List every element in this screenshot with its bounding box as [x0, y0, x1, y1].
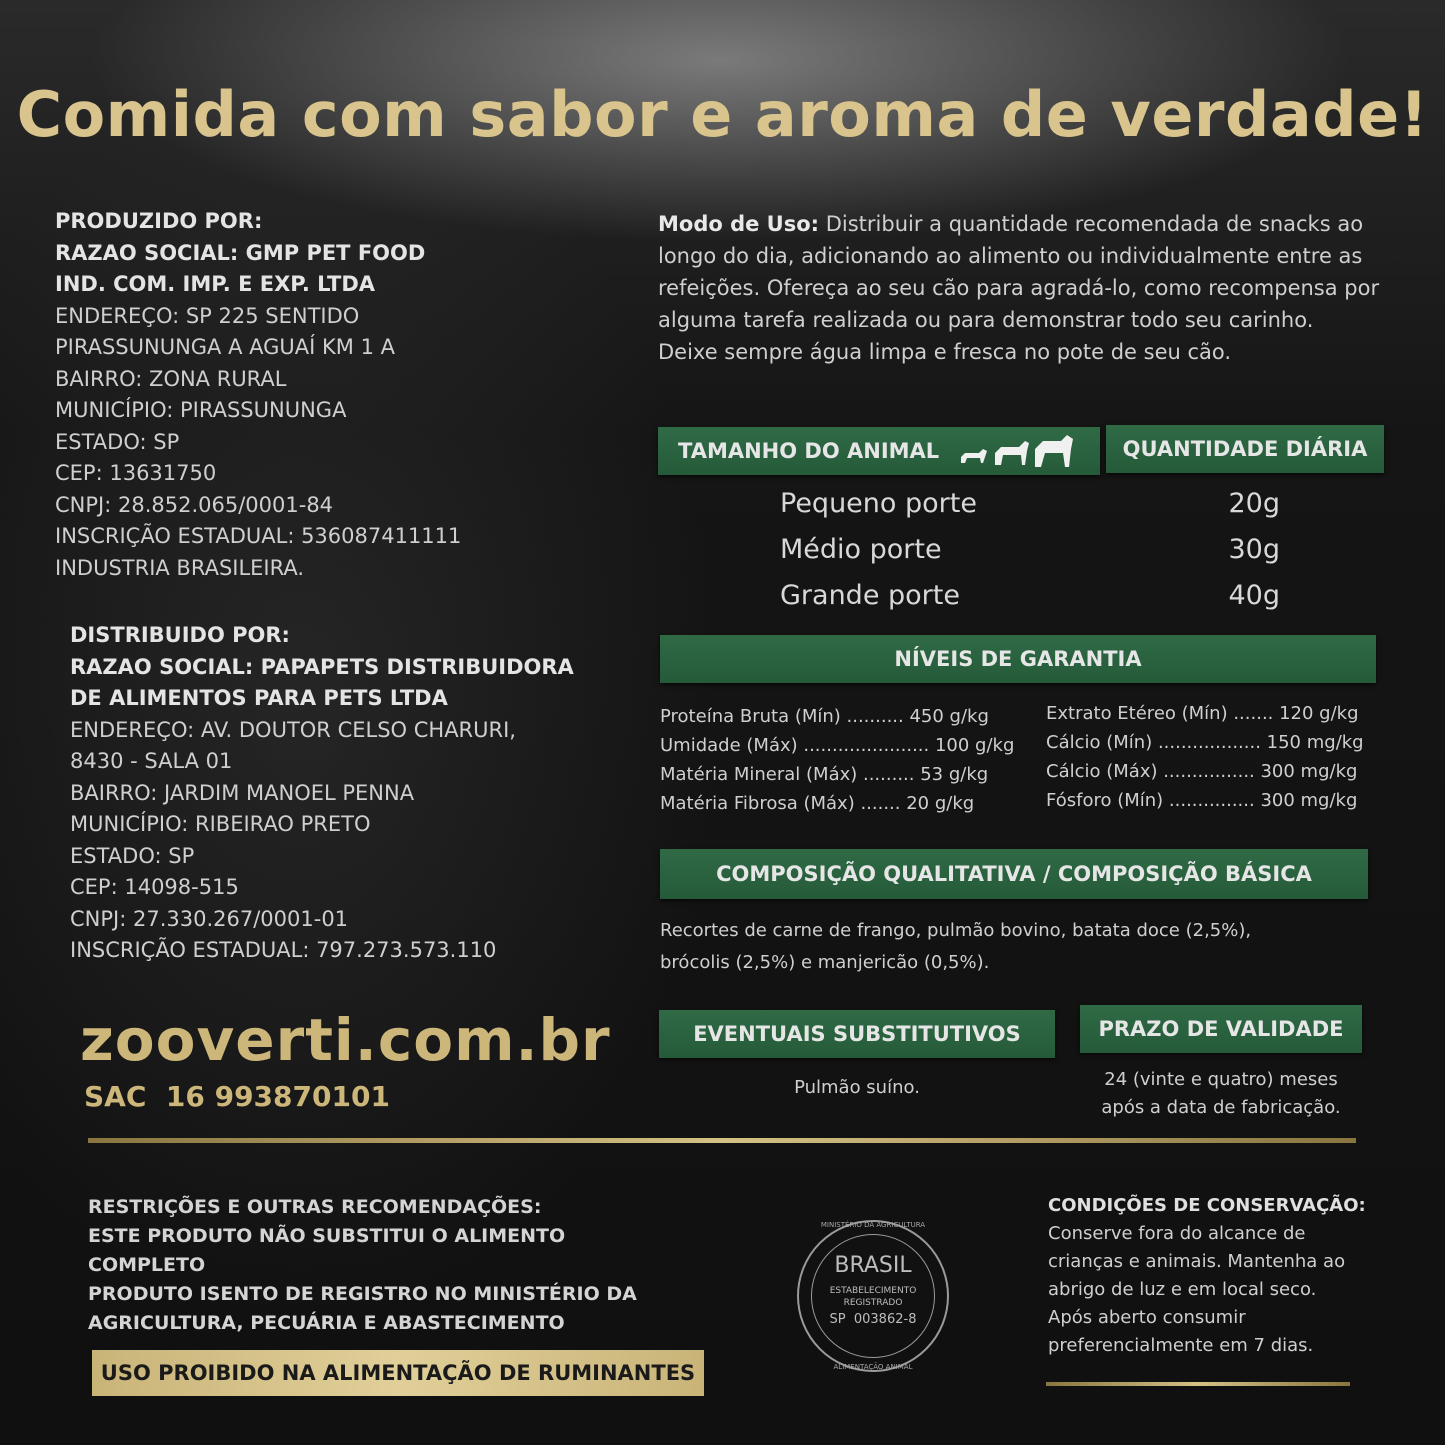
usage-label: Modo de Uso:: [658, 212, 820, 236]
restrictions-line: PRODUTO ISENTO DE REGISTRO NO MINISTÉRIO DA: [88, 1283, 637, 1305]
ruminant-warning: USO PROIBIDO NA ALIMENTAÇÃO DE RUMINANTES: [92, 1350, 704, 1396]
registration-seal: [797, 1220, 949, 1372]
producer-line: INSCRIÇÃO ESTADUAL: 536087411111: [55, 524, 462, 548]
usage-body-2: Deixe sempre água limpa e fresca no pote de seu cão.: [658, 340, 1232, 364]
producer-line: INDUSTRIA BRASILEIRA.: [55, 555, 305, 580]
producer-line: ENDEREÇO: SP 225 SENTIDO: [55, 303, 360, 328]
composition-line: Recortes de carne de frango, pulmão bovino, batata doce (2,5%),: [660, 920, 1252, 941]
size-qty: 20g: [1228, 488, 1280, 519]
guarantee-right-item: Cálcio (Máx) ................ 300 mg/kg: [1046, 761, 1358, 782]
distributor-block: [70, 620, 590, 967]
website[interactable]: zooverti.com.br: [80, 1006, 611, 1074]
distributor-line: DE ALIMENTOS PARA PETS LTDA: [70, 686, 448, 710]
size-label: Pequeno porte: [780, 488, 977, 519]
seal-line: REGISTRADO: [843, 1298, 903, 1308]
conservation-block: [1048, 1192, 1418, 1360]
size-label: Grande porte: [780, 580, 960, 611]
guarantee-left-item: Proteína Bruta (Mín) .......... 450 g/kg: [660, 706, 989, 727]
size-header-label: TAMANHO DO ANIMAL: [678, 439, 940, 463]
guarantee-right-item: Extrato Etéreo (Mín) ....... 120 g/kg: [1046, 703, 1359, 724]
conservation-line: Conserve fora do alcance de: [1048, 1223, 1306, 1244]
seal-code: SP 003862-8: [829, 1312, 917, 1327]
guarantee-right-item: Fósforo (Mín) ............... 300 mg/kg: [1046, 790, 1358, 811]
dog-sizes-icon: [957, 433, 1075, 469]
restrictions-line: AGRICULTURA, PECUÁRIA E ABASTECIMENTO: [88, 1312, 565, 1334]
substitutes-text: Pulmão suíno.: [794, 1077, 920, 1098]
size-row: [780, 488, 1280, 519]
distributor-line: ESTADO: SP: [70, 843, 195, 868]
producer-line: CNPJ: 28.852.065/0001-84: [55, 492, 334, 517]
seal-line: ESTABELECIMENTO: [829, 1286, 917, 1296]
headline: Comida com sabor e aroma de verdade!: [16, 78, 1429, 151]
guarantee-left-item: Matéria Mineral (Máx) ......... 53 g/kg: [660, 764, 989, 785]
usage-body: Distribuir a quantidade recomendada de snacks ao longo do dia, adicionando ao alimento ou individualmente entre as refeições. Ofereça ao seu cão para agradá-lo, como recompensa por alguma tarefa realizada ou para demonstrar todo seu carinho.: [658, 212, 1380, 332]
sac-phone: SAC 16 993870101: [84, 1080, 390, 1113]
producer-line: CEP: 13631750: [55, 461, 217, 485]
seal-country: BRASIL: [834, 1253, 912, 1278]
composition-header: COMPOSIÇÃO QUALITATIVA / COMPOSIÇÃO BÁSICA: [660, 849, 1368, 899]
distributor-line: BAIRRO: JARDIM MANOEL PENNA: [70, 780, 415, 805]
conservation-title: CONDIÇÕES DE CONSERVAÇÃO:: [1048, 1195, 1366, 1216]
distributor-line: 8430 - SALA 01: [70, 749, 233, 773]
distributor-line: DISTRIBUIDO POR:: [70, 623, 290, 647]
guarantee-left-item: Matéria Fibrosa (Máx) ....... 20 g/kg: [660, 793, 975, 814]
composition-line: brócolis (2,5%) e manjericão (0,5%).: [660, 952, 990, 973]
producer-line: IND. COM. IMP. E EXP. LTDA: [55, 272, 376, 296]
conservation-line: abrigo de luz e em local seco.: [1048, 1279, 1317, 1300]
distributor-line: CNPJ: 27.330.267/0001-01: [70, 906, 349, 931]
size-qty: 30g: [1228, 534, 1280, 565]
distributor-line: RAZAO SOCIAL: PAPAPETS DISTRIBUIDORA: [70, 654, 574, 679]
guarantee-left-item: Umidade (Máx) ...................... 100 g/kg: [660, 735, 1015, 756]
usage-text: [658, 208, 1398, 368]
seal-top-arc: MINISTÉRIO DA AGRICULTURA: [820, 1221, 926, 1229]
distributor-line: ENDEREÇO: AV. DOUTOR CELSO CHARURI,: [70, 717, 516, 742]
distributor-line: INSCRIÇÃO ESTADUAL: 797.273.573.110: [70, 938, 497, 962]
conservation-divider: [1046, 1382, 1350, 1386]
restrictions-line: ESTE PRODUTO NÃO SUBSTITUI O ALIMENTO COMPLETO: [88, 1225, 566, 1276]
seal-inner-ring: [811, 1234, 935, 1358]
restrictions-block: [88, 1193, 688, 1338]
conservation-line: preferencialmente em 7 dias.: [1048, 1335, 1314, 1356]
substitutes-header: EVENTUAIS SUBSTITUTIVOS: [659, 1010, 1055, 1058]
producer-line: RAZAO SOCIAL: GMP PET FOOD: [55, 240, 426, 265]
distributor-line: CEP: 14098-515: [70, 875, 239, 899]
producer-line: ESTADO: SP: [55, 429, 180, 454]
producer-line: BAIRRO: ZONA RURAL: [55, 366, 287, 391]
producer-block: [55, 206, 575, 584]
gold-divider: [88, 1138, 1356, 1143]
restrictions-line: RESTRIÇÕES E OUTRAS RECOMENDAÇÕES:: [88, 1196, 542, 1218]
size-row: [780, 534, 1280, 565]
qty-header: QUANTIDADE DIÁRIA: [1106, 425, 1384, 473]
guarantee-header: NÍVEIS DE GARANTIA: [660, 635, 1376, 683]
guarantee-right-item: Cálcio (Mín) .................. 150 mg/kg: [1046, 732, 1364, 753]
size-header: [658, 427, 1100, 475]
validity-text: 24 (vinte e quatro) meses: [1104, 1069, 1338, 1090]
producer-line: PRODUZIDO POR:: [55, 209, 263, 233]
producer-line: MUNICÍPIO: PIRASSUNUNGA: [55, 398, 347, 422]
producer-line: PIRASSUNUNGA A AGUAÍ KM 1 A: [55, 335, 395, 359]
size-qty: 40g: [1228, 580, 1280, 611]
validity-header: PRAZO DE VALIDADE: [1080, 1005, 1362, 1053]
distributor-line: MUNICÍPIO: RIBEIRAO PRETO: [70, 812, 371, 836]
validity-text: após a data de fabricação.: [1101, 1097, 1341, 1118]
size-row: [780, 580, 1280, 611]
conservation-line: Após aberto consumir: [1048, 1307, 1246, 1328]
seal-bottom-arc: ALIMENTAÇÃO ANIMAL: [833, 1363, 913, 1371]
conservation-line: crianças e animais. Mantenha ao: [1048, 1251, 1346, 1272]
size-label: Médio porte: [780, 534, 942, 565]
